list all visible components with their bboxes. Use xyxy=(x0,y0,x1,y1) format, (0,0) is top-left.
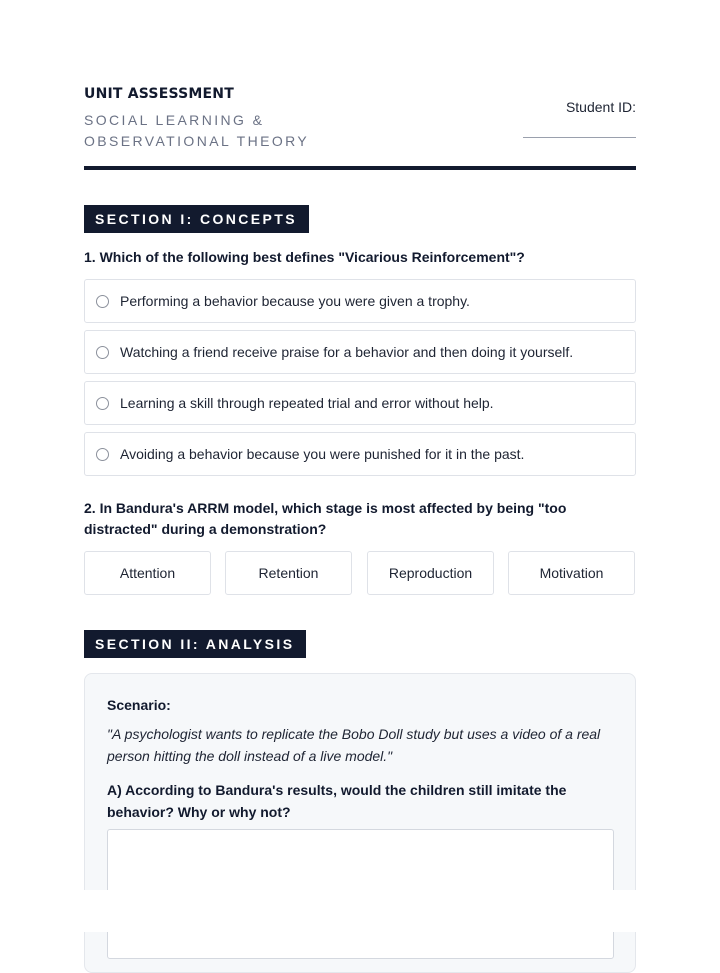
question-2-choices xyxy=(84,551,636,595)
question-2-text: 2. In Bandura's ARRM model, which stage is most affected by being "too distracted" during a demonstration? xyxy=(84,500,567,537)
option-label: Watching a friend receive praise for a behavior and then doing it yourself. xyxy=(120,344,574,360)
header-divider xyxy=(84,166,636,170)
choice-attention-button[interactable]: Attention xyxy=(84,551,211,595)
question-1-option-c[interactable] xyxy=(84,381,636,425)
question-1-option-a[interactable] xyxy=(84,279,636,323)
question-1-option-b[interactable] xyxy=(84,330,636,374)
page-subtitle: SOCIAL LEARNING & OBSERVATIONAL THEORY xyxy=(84,112,310,149)
radio-button-icon[interactable] xyxy=(96,397,109,410)
radio-button-icon[interactable] xyxy=(96,448,109,461)
question-1-text: 1. Which of the following best defines "Vicarious Reinforcement"? xyxy=(84,249,525,265)
radio-button-icon[interactable] xyxy=(96,346,109,359)
choice-reproduction-button[interactable]: Reproduction xyxy=(367,551,494,595)
question-1-option-d[interactable] xyxy=(84,432,636,476)
page-title: UNIT ASSESSMENT xyxy=(84,86,234,102)
question-a-text: A) According to Bandura's results, would the children still imitate the behavior? Why or why not? xyxy=(107,782,567,820)
choice-retention-button[interactable]: Retention xyxy=(225,551,352,595)
option-label: Learning a skill through repeated trial and error without help. xyxy=(120,395,494,411)
page-bottom-margin xyxy=(0,890,720,932)
scenario-text: "A psychologist wants to replicate the Bobo Doll study but uses a video of a real person hitting the doll instead of a live model." xyxy=(107,726,601,764)
option-label: Avoiding a behavior because you were punished for it in the past. xyxy=(120,446,525,462)
section-heading-concepts: SECTION I: CONCEPTS xyxy=(84,205,309,233)
student-id-field[interactable] xyxy=(523,137,636,138)
option-label: Performing a behavior because you were given a trophy. xyxy=(120,293,470,309)
page-header xyxy=(84,86,636,170)
scenario-label: Scenario: xyxy=(107,697,171,713)
radio-button-icon[interactable] xyxy=(96,295,109,308)
choice-motivation-button[interactable]: Motivation xyxy=(508,551,635,595)
section-heading-analysis: SECTION II: ANALYSIS xyxy=(84,630,306,658)
student-id-label: Student ID: xyxy=(565,99,636,115)
